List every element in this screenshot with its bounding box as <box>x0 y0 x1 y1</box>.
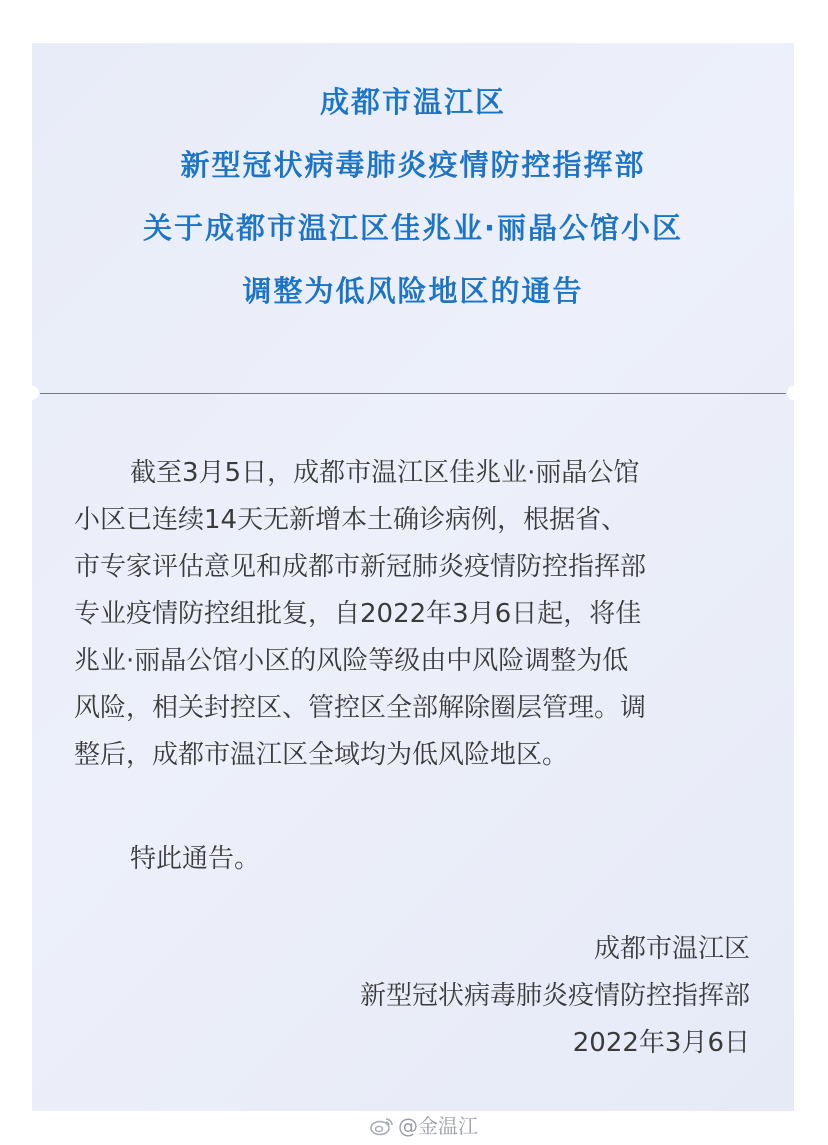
title-line-district: 成都市温江区 <box>319 85 506 119</box>
body-line: 市专家评估意见和成都市新冠肺炎疫情防控指挥部 <box>74 552 647 582</box>
body-line: 兆业·丽晶公馆小区的风险等级由中风险调整为低 <box>74 646 629 676</box>
weibo-watermark <box>370 1112 478 1140</box>
signature-org-line2: 新型冠状病毒肺炎疫情防控指挥部 <box>359 981 750 1011</box>
body-line: 整后，成都市温江区全域均为低风险地区。 <box>74 740 569 770</box>
title-line-subject: 关于成都市温江区佳兆业·丽晶公馆小区 <box>142 211 684 245</box>
body-line: 专业疫情防控组批复，自2022年3月6日起，将佳 <box>74 599 642 629</box>
body-line: 截至3月5日，成都市温江区佳兆业·丽晶公馆 <box>130 458 640 488</box>
weibo-account: @金温江 <box>398 1114 478 1138</box>
title-line-command: 新型冠状病毒肺炎疫情防控指挥部 <box>180 148 646 182</box>
card-notch-left <box>25 386 39 400</box>
body-line: 风险，相关封控区、管控区全部解除圈层管理。调 <box>74 693 647 723</box>
notice-body <box>74 450 754 779</box>
signature-org-line1: 成都市温江区 <box>593 934 750 964</box>
title-divider <box>40 393 786 394</box>
closing-remark: 特此通告。 <box>130 844 261 874</box>
weibo-icon <box>370 1116 394 1136</box>
signature-block <box>360 926 750 1067</box>
title-line-adjustment: 调整为低风险地区的通告 <box>242 274 584 308</box>
notice-title <box>32 86 794 338</box>
body-line: 小区已连续14天无新增本土确诊病例，根据省、 <box>74 505 628 535</box>
signature-date: 2022年3月6日 <box>572 1028 750 1058</box>
card-notch-right <box>787 386 801 400</box>
